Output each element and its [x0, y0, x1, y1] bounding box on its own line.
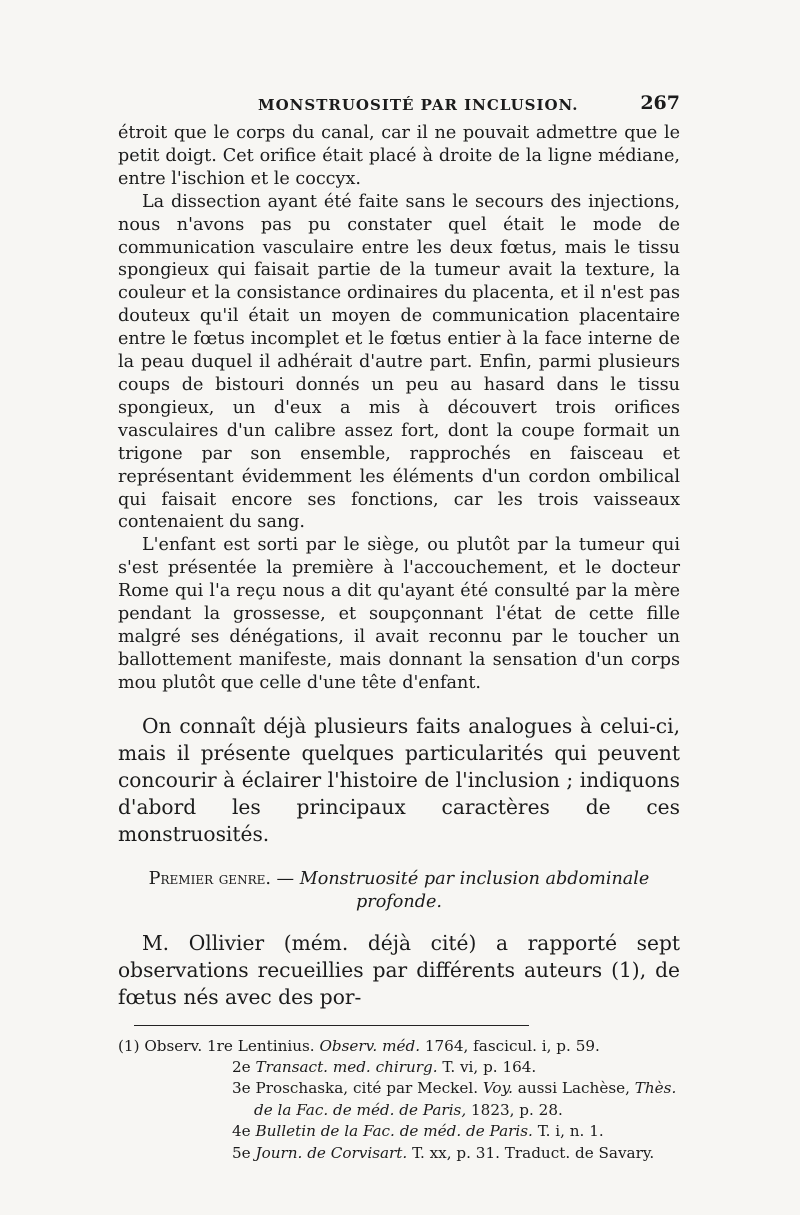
paragraph-5: M. Ollivier (mém. déjà cité) a rapporté sept observations recueillies par différents auteurs (1), de fœtus nés avec des por-: [118, 930, 680, 1009]
page-header: [118, 92, 680, 122]
footnote-num: 1re: [207, 1036, 233, 1055]
genre-label: Premier genre.: [148, 868, 271, 889]
footnote-author: Lentinius.: [237, 1036, 315, 1055]
footnote-rest: T. vi, p. 164.: [442, 1058, 537, 1077]
page-number: 267: [640, 92, 680, 114]
paragraph-1: étroit que le corps du canal, car il ne pouvait admettre que le petit doigt. Cet orifice était placé à droite de la ligne médiane, entre l'ischion et le coccyx.: [118, 123, 680, 189]
footnote-mark: (1) Observ.: [118, 1036, 203, 1055]
footnote-rest: T. i, n. 1.: [537, 1122, 604, 1141]
paragraph-2: La dissection ayant été faite sans le secours des injections, nous n'avons pas pu constater quel était le mode de communication vasculaire entre les deux fœtus, mais le tissu spongieux qui faisait partie de la tumeur avait la texture, la couleur et la consistance ordinaires du placenta, et il n'est pas douteux qu'il était un moyen de communication placentaire entre le fœtus incomplet et le fœtus entier à la face interne de la peau duquel il adhérait d'autre part. Enfin, parmi plusieurs coups de bistouri donnés un peu au hasard dans le tissu spongieux, un d'eux a mis à découvert trois orifices vasculaires d'un calibre assez fort, dont la coupe formait un trigone par son ensemble, rapprochés en faisceau et représentant évidemment les éléments d'un cordon ombilical qui faisait encore ses fonctions, car les trois vaisseaux contenaient du sang.: [118, 191, 680, 533]
genre-title: Monstruosité par inclusion abdominale profonde.: [299, 868, 650, 912]
footnote-num: 5e: [232, 1143, 251, 1162]
footnote-source: de la Fac. de méd. de Paris,: [254, 1100, 467, 1119]
footnote-3-continued: [118, 1100, 680, 1121]
footnote-rest: 1764, fascicul. i, p. 59.: [424, 1036, 600, 1055]
footnote-source: Journ. de Corvisart.: [255, 1143, 408, 1162]
footnote-4: [118, 1121, 680, 1142]
book-page: [118, 92, 680, 1164]
paragraph-3: L'enfant est sorti par le siège, ou plutôt par la tumeur qui s'est présentée la première à l'accouchement, et le docteur Rome qui l'a reçu nous a dit qu'ayant été consulté par la mère pendant la grossesse, et soupçonnant l'état de cette fille malgré ses dénégations, il avait reconnu par le toucher un ballottement manifeste, mais donnant la sensation d'un corps mou plutôt que celle d'une tête d'enfant.: [118, 535, 680, 693]
footnote-5: [118, 1143, 680, 1164]
footnote-2: [118, 1057, 680, 1078]
footnote-rule: [134, 1025, 529, 1026]
footnote-num: 2e: [232, 1058, 251, 1077]
footnote-text: Proschaska, cité par Meckel.: [255, 1079, 479, 1098]
footnote-3: [118, 1078, 680, 1099]
footnote-num: 3e: [232, 1079, 251, 1098]
section-heading: [118, 868, 680, 914]
footnote-rest: aussi Lachèse,: [517, 1079, 630, 1098]
footnote-num: 4e: [232, 1122, 251, 1141]
footnote-voy: Voy.: [482, 1079, 513, 1098]
footnotes: [118, 1036, 680, 1164]
footnote-rest: T. xx, p. 31. Traduct. de Savary.: [412, 1143, 655, 1162]
footnote-rest: 1823, p. 28.: [471, 1100, 563, 1119]
footnote-these: Thès.: [634, 1079, 677, 1098]
running-title: MONSTRUOSITÉ PAR INCLUSION.: [258, 96, 579, 114]
footnote-source: Observ. méd.: [319, 1036, 421, 1055]
paragraph-4: On connaît déjà plusieurs faits analogues à celui-ci, mais il présente quelques particularités qui peuvent concourir à éclairer l'histoire de l'inclusion ; indiquons d'abord les principaux caractères de ces monstruosités.: [118, 713, 680, 846]
footnote-source: Transact. med. chirurg.: [255, 1058, 438, 1077]
footnote-1: [118, 1036, 680, 1057]
footnote-source: Bulletin de la Fac. de méd. de Paris.: [255, 1122, 533, 1141]
genre-dash: —: [270, 868, 300, 889]
